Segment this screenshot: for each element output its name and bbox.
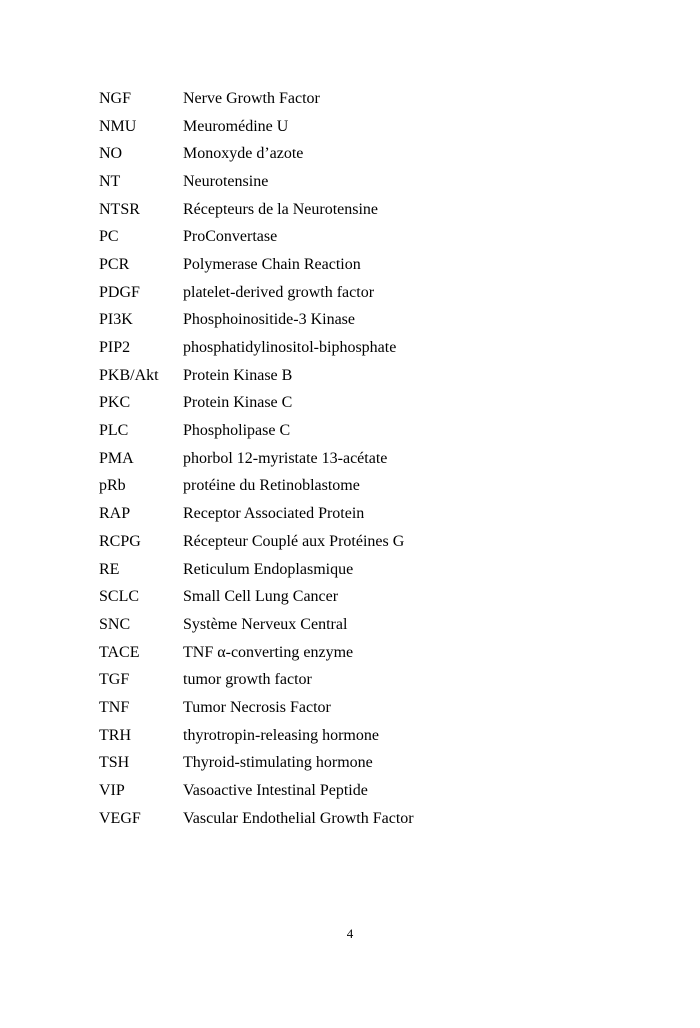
- abbreviation-definition: Receptor Associated Protein: [183, 505, 365, 523]
- abbreviation-term: PIP2: [99, 339, 131, 357]
- abbreviation-row: [99, 140, 414, 168]
- abbreviation-term: TRH: [99, 726, 131, 744]
- abbreviation-row: [99, 583, 414, 611]
- abbreviation-definition: phosphatidylinositol-biphosphate: [183, 339, 397, 357]
- abbreviation-row: [99, 611, 414, 639]
- abbreviation-term: PDGF: [99, 283, 140, 301]
- abbreviation-term: RAP: [99, 505, 131, 523]
- abbreviation-term: PI3K: [99, 311, 133, 329]
- abbreviation-term: VIP: [99, 782, 125, 800]
- abbreviation-term: NO: [99, 145, 123, 163]
- abbreviation-definition: Meuromédine U: [183, 117, 289, 135]
- abbreviation-definition: tumor growth factor: [183, 671, 312, 689]
- abbreviation-row: [99, 445, 414, 473]
- abbreviation-definition: Polymerase Chain Reaction: [183, 255, 361, 273]
- abbreviation-definition: Récepteur Couplé aux Protéines G: [183, 532, 405, 550]
- abbreviation-row: [99, 307, 414, 335]
- abbreviation-term: SCLC: [99, 588, 140, 606]
- abbreviation-definition: phorbol 12-myristate 13-acétate: [183, 449, 388, 467]
- abbreviation-row: [99, 777, 414, 805]
- abbreviation-term: pRb: [99, 477, 126, 495]
- abbreviation-term: TACE: [99, 643, 140, 661]
- abbreviation-definition: Phosphoinositide-3 Kinase: [183, 311, 355, 329]
- abbreviation-term: TSH: [99, 754, 130, 772]
- abbreviation-term: NT: [99, 172, 121, 190]
- abbreviation-definition: thyrotropin-releasing hormone: [183, 726, 379, 744]
- abbreviation-term: RE: [99, 560, 120, 578]
- abbreviation-row: [99, 805, 414, 833]
- abbreviation-term: TNF: [99, 698, 130, 716]
- abbreviation-definition: Monoxyde d’azote: [183, 145, 304, 163]
- abbreviation-term: NTSR: [99, 200, 140, 218]
- abbreviation-definition: Thyroid-stimulating hormone: [183, 754, 373, 772]
- abbreviation-row: [99, 694, 414, 722]
- page-number: [0, 926, 700, 942]
- abbreviation-term: SNC: [99, 615, 131, 633]
- abbreviation-term: PKB/Akt: [99, 366, 159, 384]
- abbreviation-row: [99, 334, 414, 362]
- abbreviation-row: [99, 279, 414, 307]
- abbreviation-term: PCR: [99, 255, 130, 273]
- abbreviation-term: TGF: [99, 671, 130, 689]
- abbreviation-row: [99, 528, 414, 556]
- abbreviation-row: [99, 722, 414, 750]
- abbreviation-definition: Neurotensine: [183, 172, 269, 190]
- abbreviation-definition: Protein Kinase C: [183, 394, 293, 412]
- abbreviation-row: [99, 168, 414, 196]
- abbreviation-definition: Small Cell Lung Cancer: [183, 588, 339, 606]
- abbreviation-term: NGF: [99, 89, 132, 107]
- abbreviation-row: [99, 750, 414, 778]
- abbreviation-definition: ProConvertase: [183, 228, 278, 246]
- abbreviation-definition: Phospholipase C: [183, 422, 291, 440]
- abbreviation-row: [99, 473, 414, 501]
- abbreviation-row: [99, 85, 414, 113]
- abbreviation-definition: protéine du Retinoblastome: [183, 477, 360, 495]
- abbreviation-row: [99, 362, 414, 390]
- abbreviation-row: [99, 500, 414, 528]
- abbreviation-row: [99, 390, 414, 418]
- abbreviation-term: PLC: [99, 422, 129, 440]
- abbreviation-row: [99, 196, 414, 224]
- abbreviation-row: [99, 639, 414, 667]
- abbreviation-list: [99, 85, 414, 833]
- abbreviation-term: VEGF: [99, 809, 141, 827]
- abbreviation-row: [99, 417, 414, 445]
- abbreviation-row: [99, 251, 414, 279]
- abbreviation-definition: Reticulum Endoplasmique: [183, 560, 354, 578]
- abbreviation-term: NMU: [99, 117, 137, 135]
- abbreviation-term: PKC: [99, 394, 131, 412]
- abbreviation-row: [99, 223, 414, 251]
- abbreviation-row: [99, 666, 414, 694]
- abbreviation-row: [99, 113, 414, 141]
- abbreviation-definition: Vasoactive Intestinal Peptide: [183, 782, 368, 800]
- abbreviation-definition: platelet-derived growth factor: [183, 283, 375, 301]
- abbreviation-definition: Tumor Necrosis Factor: [183, 698, 331, 716]
- abbreviation-definition: Système Nerveux Central: [183, 615, 348, 633]
- abbreviation-term: PMA: [99, 449, 134, 467]
- abbreviation-definition: Protein Kinase B: [183, 366, 293, 384]
- abbreviation-definition: Vascular Endothelial Growth Factor: [183, 809, 414, 827]
- abbreviation-definition: TNF α-converting enzyme: [183, 643, 354, 661]
- abbreviation-term: RCPG: [99, 532, 141, 550]
- abbreviation-row: [99, 556, 414, 584]
- page-number-text: 4: [346, 926, 354, 941]
- abbreviation-definition: Récepteurs de la Neurotensine: [183, 200, 379, 218]
- abbreviation-definition: Nerve Growth Factor: [183, 89, 320, 107]
- abbreviation-term: PC: [99, 228, 119, 246]
